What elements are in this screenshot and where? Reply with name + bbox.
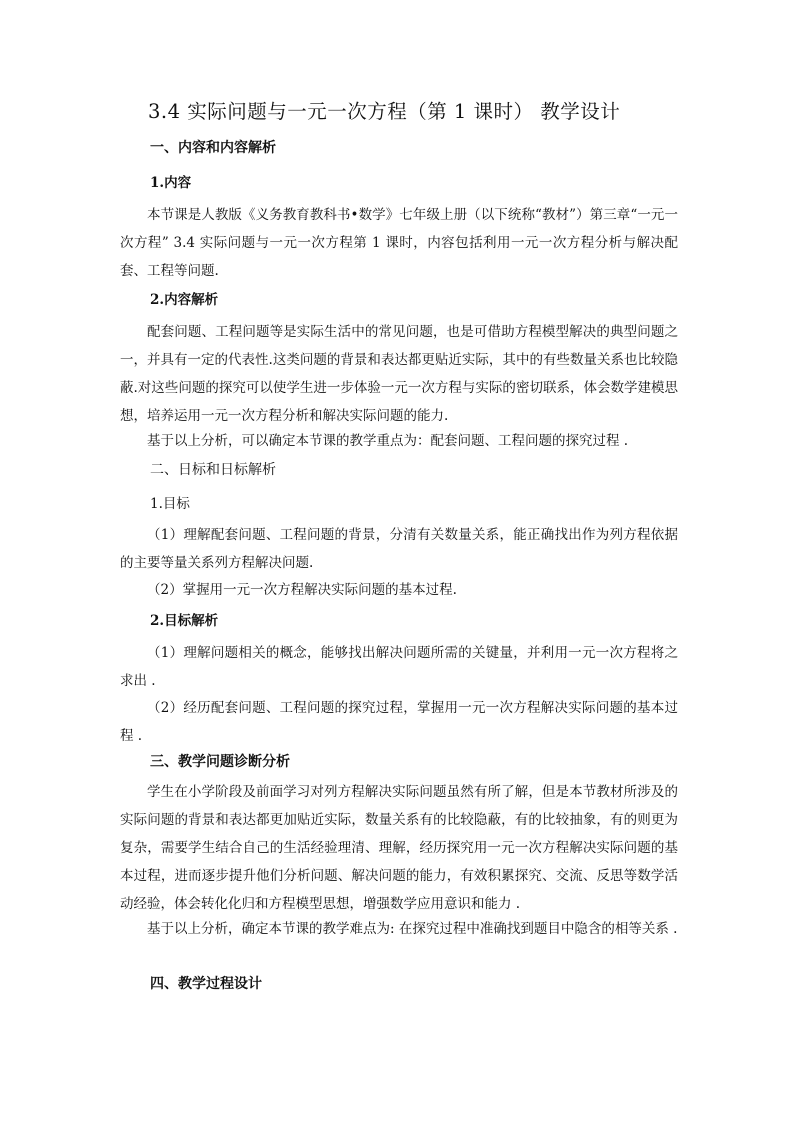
section-2-sub-goal: 1.目标 (150, 496, 190, 512)
section-2-paragraph-1: （1）理解配套问题、工程问题的背景，分清有关数量关系，能正确找出作为列方程依据的主要等量关系列方程解决问题. (120, 527, 678, 571)
section-2-heading: 二、日标和日标解析 (150, 462, 276, 478)
section-1-sub-analysis: 2.内容解析 (150, 292, 219, 308)
section-1-paragraph-1: 本节课是人教版《义务教育教科书•数学》七年级上册（以下统称“教材”）第三章“一元一次方程” 3.4 实际问题与一元一次方程第 1 课时，内容包括利用一元一次方程分析与解决配套、工程等问题. (120, 207, 678, 279)
section-3-paragraph-2: 基于以上分析，确定本节课的教学难点为: 在探究过程中准确找到题目中隐含的相等关系 . (147, 921, 678, 937)
section-3-paragraph-1: 学生在小学阶段及前面学习对列方程解决实际问题虽然有所了解，但是本节教材所涉及的实际问题的背景和表达都更加贴近实际，数量关系有的比较隐蔽，有的比较抽象，有的则更为复杂，需要学生结合自己的生活经验理清、理解，经历探究用一元一次方程解决实际问题的基本过程，进而逐步提升他们分析问题、解决问题的能力，有效积累探究、交流、反思等数学活动经验，体会转化化归和方程模型思想，增强数学应用意识和能力 . (120, 784, 678, 912)
section-2-paragraph-4: （2）经历配套问题、工程问题的探究过程，掌握用一元一次方程解决实际问题的基本过程 . (120, 700, 678, 744)
document-title: 3.4 实际问题与一元一次方程（第 1 课时） 教学设计 (148, 100, 621, 123)
section-1-paragraph-2: 配套问题、工程问题等是实际生活中的常见问题，也是可借助方程模型解决的典型问题之一，并具有一定的代表性.这类问题的背景和表达都更贴近实际，其中的有些数量关系也比较隐蔽.对这些问题的探究可以使学生进一步体验一元一次方程与实际的密切联系，体会数学建模思想，培养运用一元一次方程分析和解决实际问题的能力. (120, 324, 678, 424)
section-2-paragraph-2: （2）掌握用一元一次方程解决实际问题的基本过程. (147, 582, 457, 598)
section-1-paragraph-3: 基于以上分析，可以确定本节课的教学重点为：配套问题、工程问题的探究过程 . (147, 433, 629, 449)
section-2-sub-goal-analysis: 2.目标解析 (150, 613, 219, 629)
section-4-heading: 四、教学过程设计 (150, 976, 262, 992)
section-1-sub-content: 1.内容 (150, 175, 192, 191)
section-3-heading: 三、教学问题诊断分析 (150, 754, 290, 770)
section-1-heading: 一、内容和内容解析 (150, 140, 276, 156)
section-2-paragraph-3: （1）理解问题相关的概念，能够找出解决问题所需的关键量，并利用一元一次方程将之求出 . (120, 645, 678, 689)
